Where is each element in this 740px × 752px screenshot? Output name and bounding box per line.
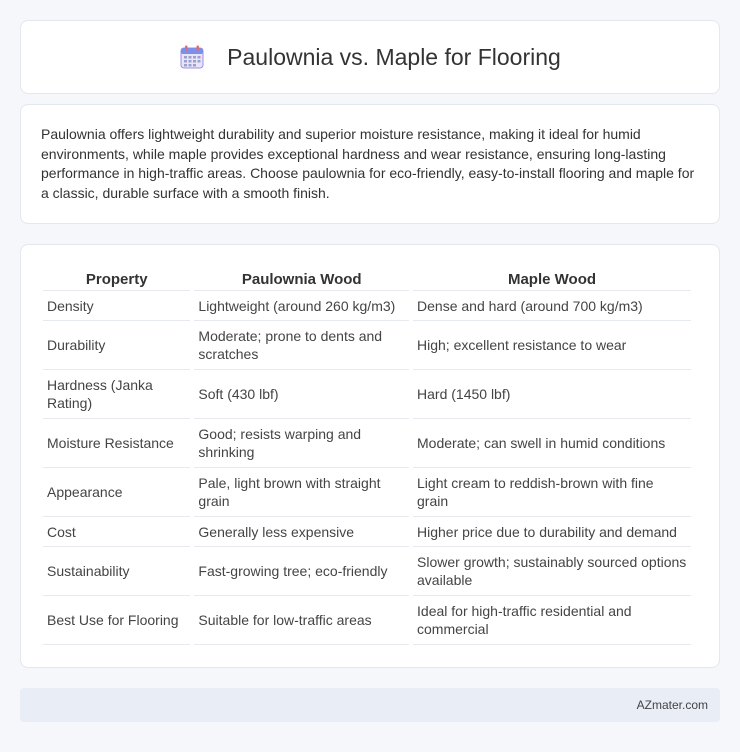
table-row xyxy=(43,321,691,370)
paulownia-cell: Pale, light brown with straight grain xyxy=(194,468,409,517)
title-card xyxy=(20,20,720,94)
paulownia-cell: Generally less expensive xyxy=(194,517,409,547)
maple-cell: High; excellent resistance to wear xyxy=(413,321,691,370)
maple-cell: Ideal for high-traffic residential and commercial xyxy=(413,596,691,645)
paulownia-cell: Moderate; prone to dents and scratches xyxy=(194,321,409,370)
footer-brand: AZmater.com xyxy=(636,698,708,712)
paulownia-cell: Soft (430 lbf) xyxy=(194,370,409,419)
footer xyxy=(20,688,720,722)
calendar-icon xyxy=(179,44,205,70)
property-cell: Density xyxy=(43,291,190,321)
intro-text: Paulownia offers lightweight durability and superior moisture resistance, making it ideal for humid environments, while maple provides exceptional hardness and wear resistance, ensuring long-lasting performance in high-traffic areas. Choose paulownia for eco-friendly, easy-to-install flooring and maple for a classic, durable surface with a smooth finish. xyxy=(41,126,695,201)
table-row xyxy=(43,291,691,321)
paulownia-cell: Good; resists warping and shrinking xyxy=(194,419,409,468)
maple-cell: Higher price due to durability and demand xyxy=(413,517,691,547)
property-cell: Durability xyxy=(43,321,190,370)
table-row xyxy=(43,468,691,517)
table-row xyxy=(43,419,691,468)
paulownia-cell: Fast-growing tree; eco-friendly xyxy=(194,547,409,596)
property-cell: Best Use for Flooring xyxy=(43,596,190,645)
property-cell: Sustainability xyxy=(43,547,190,596)
table-row xyxy=(43,370,691,419)
page-title: Paulownia vs. Maple for Flooring xyxy=(227,43,561,70)
maple-cell: Dense and hard (around 700 kg/m3) xyxy=(413,291,691,321)
maple-cell: Light cream to reddish-brown with fine grain xyxy=(413,468,691,517)
table-row xyxy=(43,517,691,547)
property-cell: Hardness (Janka Rating) xyxy=(43,370,190,419)
maple-cell: Moderate; can swell in humid conditions xyxy=(413,419,691,468)
header-property: Property xyxy=(43,265,190,291)
paulownia-cell: Lightweight (around 260 kg/m3) xyxy=(194,291,409,321)
paulownia-cell: Suitable for low-traffic areas xyxy=(194,596,409,645)
maple-cell: Slower growth; sustainably sourced options available xyxy=(413,547,691,596)
property-cell: Cost xyxy=(43,517,190,547)
maple-cell: Hard (1450 lbf) xyxy=(413,370,691,419)
header-paulownia: Paulownia Wood xyxy=(194,265,409,291)
property-cell: Moisture Resistance xyxy=(43,419,190,468)
intro-card xyxy=(20,104,720,224)
table-row xyxy=(43,547,691,596)
comparison-table xyxy=(39,265,695,645)
table-row xyxy=(43,596,691,645)
table-header-row xyxy=(43,265,691,291)
property-cell: Appearance xyxy=(43,468,190,517)
header-maple: Maple Wood xyxy=(413,265,691,291)
comparison-table-card xyxy=(20,244,720,668)
